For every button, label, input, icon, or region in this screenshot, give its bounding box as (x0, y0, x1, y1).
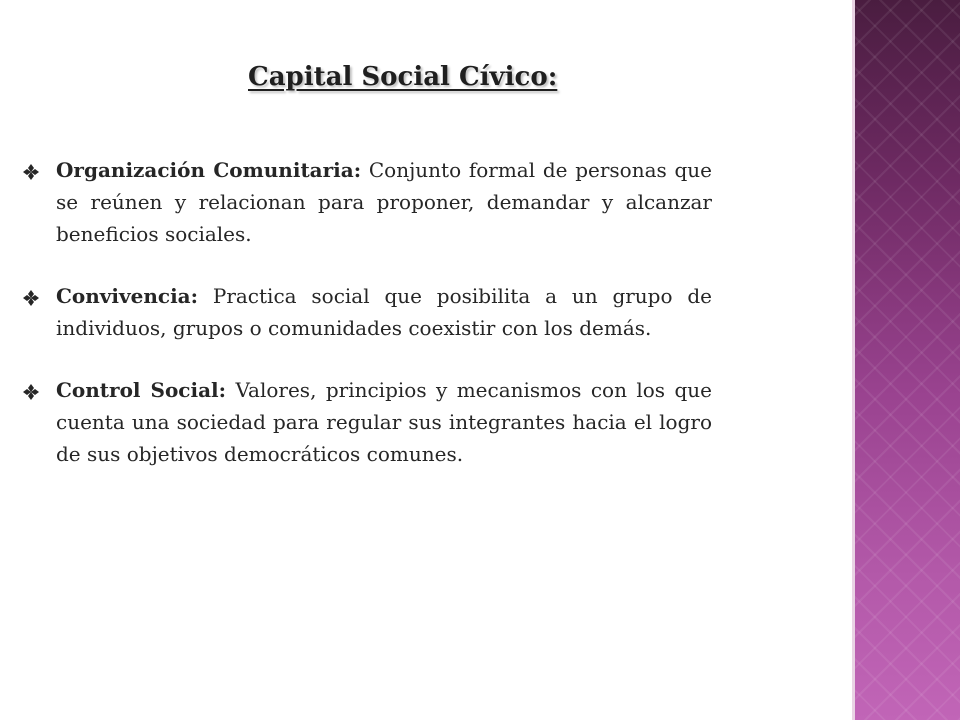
bullet-term: Control Social: (56, 378, 227, 402)
bullet-text: Valores, principios y mecanismos con los que cuenta una sociedad para regular sus integrantes hacia el logro de sus objetivos democráticos comunes. (56, 378, 712, 466)
diamond-bullet-icon (22, 383, 40, 401)
bullet-text: Conjunto formal de personas que se reúnen y relacionan para proponer, demandar y alcanzar beneficios sociales. (56, 158, 713, 246)
side-panel-edge (852, 0, 855, 720)
decorative-side-panel (852, 0, 960, 720)
diamond-bullet-icon (22, 163, 40, 181)
bullet-term: Organización Comunitaria: (56, 158, 362, 182)
bullet-term: Convivencia: (56, 284, 199, 308)
bullet-item-control-social (22, 374, 712, 470)
bullet-item-organizacion (22, 154, 712, 250)
slide-title: Capital Social Cívico: (248, 62, 558, 92)
bullet-text: Practica social que posibilita a un grupo de individuos, grupos o comunidades coexistir con los demás. (56, 284, 712, 340)
bullet-list (22, 154, 712, 500)
diamond-bullet-icon (22, 289, 40, 307)
bullet-item-convivencia (22, 280, 712, 344)
